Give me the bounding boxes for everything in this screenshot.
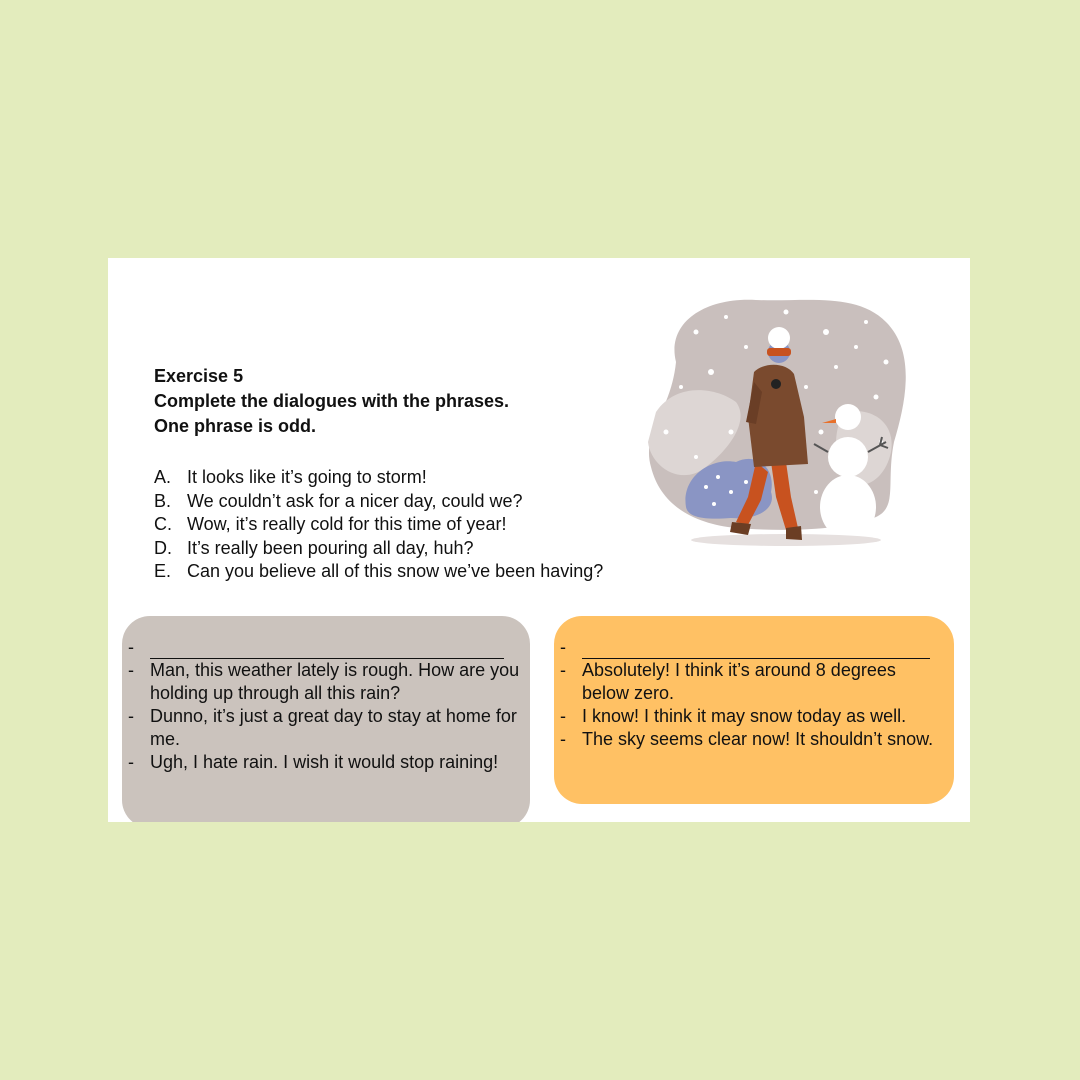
answer-blank[interactable] (150, 636, 504, 659)
dialogue-dash: - (560, 637, 566, 657)
winter-walk-illustration (636, 292, 918, 554)
option-letter: B. (154, 490, 172, 511)
phrase-option (154, 537, 603, 561)
dialogue-bubble-2 (554, 616, 954, 804)
dialogue-dash: - (560, 729, 566, 749)
phrase-option (154, 513, 603, 537)
phrase-option (154, 560, 603, 584)
dialogue-line (128, 659, 520, 705)
exercise-header (154, 364, 509, 439)
phrase-options-list (154, 466, 603, 584)
phrase-option (154, 466, 603, 490)
option-letter: A. (154, 467, 172, 487)
dialogue-text: Man, this weather lately is rough. How are you holding up through all this rain? (150, 660, 520, 703)
exercise-title: Exercise 5 (154, 366, 244, 386)
option-text: It looks like it’s going to storm! (187, 467, 427, 487)
answer-blank[interactable] (582, 636, 930, 659)
dialogue-text: Dunno, it’s just a great day to stay at home for me. (150, 706, 517, 749)
dialogue-line (560, 659, 944, 705)
dialogue-line (560, 636, 944, 659)
dialogue-text: Ugh, I hate rain. I wish it would stop raining! (150, 752, 499, 772)
exercise-instruction-note: One phrase is odd. (154, 416, 317, 436)
dialogue-line (560, 728, 944, 751)
dialogue-line (128, 705, 520, 751)
dialogue-text: Absolutely! I think it’s around 8 degrees below zero. (582, 660, 896, 703)
option-letter: D. (154, 537, 172, 558)
dialogue-dash: - (128, 660, 134, 680)
option-letter: E. (154, 561, 172, 581)
option-text: Can you believe all of this snow we’ve been having? (187, 561, 604, 581)
option-text: Wow, it’s really cold for this time of year! (187, 514, 507, 534)
option-text: We couldn’t ask for a nicer day, could we? (187, 490, 523, 511)
dialogue-line (560, 705, 944, 728)
exercise-instruction: Complete the dialogues with the phrases. (154, 391, 510, 411)
dialogue-line (128, 636, 520, 659)
dialogue-line (128, 751, 520, 774)
dialogue-dash: - (560, 660, 566, 680)
option-letter: C. (154, 514, 172, 534)
option-text: It’s really been pouring all day, huh? (187, 537, 474, 558)
dialogue-text: I know! I think it may snow today as well. (582, 706, 907, 726)
phrase-option (154, 490, 603, 514)
exercise-card (108, 258, 970, 822)
dialogue-dash: - (128, 706, 134, 726)
dialogue-bubble-1 (122, 616, 530, 822)
dialogue-dash: - (560, 706, 566, 726)
dialogue-dash: - (128, 752, 134, 772)
dialogue-dash: - (128, 637, 134, 657)
dialogue-text: The sky seems clear now! It shouldn’t snow. (582, 729, 934, 749)
